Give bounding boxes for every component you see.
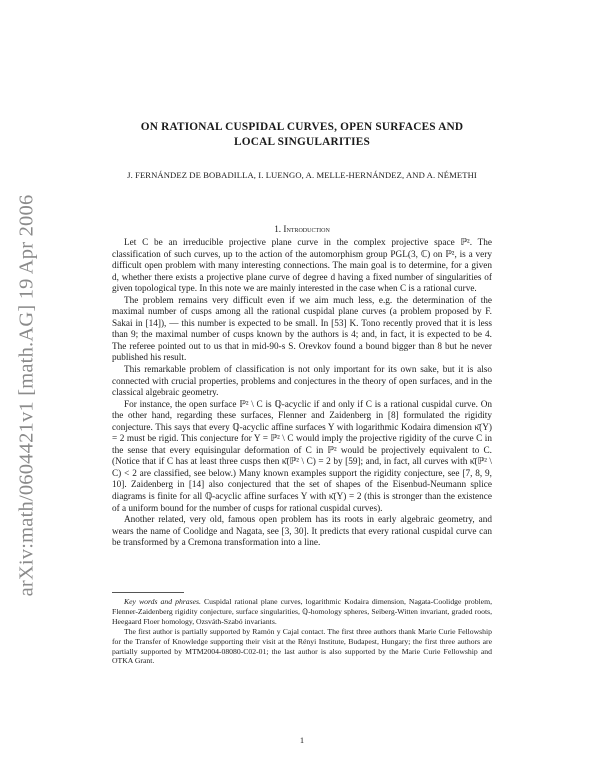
footnote-keywords (112, 597, 492, 627)
paragraph: The problem remains very difficult even if we aim much less, e.g. the determination of the maximal number of cusps among all the rational cuspidal plane curves (a problem proposed by F. Sakai in [14]), — this number is expected to be small. In [53] K. Tono recently proved that it is less than 9; the maximal number of cusps known by the authors is 4; and, in fact, it is expected to be 4. The referee pointed out to us that in mid-90-s S. Orevkov found a bound bigger than 8 but he never published his result. (112, 295, 492, 364)
page-number: 1 (299, 735, 305, 745)
footnote-divider (112, 592, 184, 593)
arxiv-identifier-stamp (10, 160, 44, 630)
footnote-keywords-text: Cuspidal rational plane curves, logarithmic Kodaira dimension, Nagata-Coolidge problem, Flenner-Zaidenberg rigidity conjecture, surface singularities, ℚ-homology spheres, Seiberg-Witten invariant, graded roots, Heegaard Floer homology, Ozsváth-Szabó invariants. (112, 597, 492, 626)
paper-title (112, 120, 492, 150)
paragraph: This remarkable problem of classification is not only important for its own sake, but it is also connected with crucial properties, problems and conjectures in the theory of open surfaces, and in the classical algebraic geometry. (112, 365, 492, 399)
title-line-1: ON RATIONAL CUSPIDAL CURVES, OPEN SURFACES AND (140, 121, 464, 133)
paragraph: Let C be an irreducible projective plane curve in the complex projective space ℙ². The classification of such curves, up to the action of the automorphism group PGL(3, ℂ) on ℙ², is a very difficult open problem with many interesting connections. The main goal is to determine, for a given d, whether there exists a projective plane curve of degree d having a fixed number of singularities of given topological type. In this note we are mainly interested in the case when C is a rational curve. (112, 238, 492, 295)
paragraph: Another related, very old, famous open problem has its roots in early algebraic geometry, and wears the name of Coolidge and Nagata, see [3, 30]. It predicts that every rational cuspidal curve can be transformed by a Cremona transformation into a line. (112, 515, 492, 549)
body-text (112, 238, 492, 550)
author-list: J. FERNÁNDEZ DE BOBADILLA, I. LUENGO, A. MELLE-HERNÁNDEZ, AND A. NÉMETHI (127, 170, 477, 180)
arxiv-identifier-text: arXiv:math/0604421v1 [math.AG] 19 Apr 2006 (15, 194, 38, 596)
paragraph: For instance, the open surface ℙ² \ C is ℚ-acyclic if and only if C is a rational cuspidal curve. On the other hand, regarding these surfaces, Flenner and Zaidenberg in [8] formulated the rigidity conjecture. This says that every ℚ-acyclic affine surfaces Y with logarithmic Kodaira dimension κ̄(Y) = 2 must be rigid. This conjecture for Y = ℙ² \ C would imply the projective rigidity of the curve C in the sense that every equisingular deformation of C in ℙ² would be projectively equivalent to C. (Notice that if C has at least three cusps then κ̄(ℙ² \ C) = 2 by [59]; and, in fact, all curves with κ̄(ℙ² \ C) < 2 are classified, see below.) Many known examples support the rigidity conjecture, see [7, 8, 9, 10]. Zaidenberg in [14] also conjectured that the set of shapes of the Eisenbud-Neumann splice diagrams is finite for all ℚ-acyclic affine surfaces Y with κ̄(Y) = 2 (this is stronger than the existence of a uniform bound for the number of cusps for rational cuspidal curves). (112, 399, 492, 514)
footnote-support: The first author is partially supported by Ramón y Cajal contact. The first three authors thank Marie Curie Fellowship for the Transfer of Knowledge supporting their visit at the Rényi Institute, Budapest, Hungary; the first three authors are partially supported by MTM2004-08080-C02-01; the last author is also supported by the Marie Curie Fellowship and OTKA Grant. (112, 626, 492, 666)
title-line-2: LOCAL SINGULARITIES (234, 136, 370, 148)
footnote-keywords-label: Key words and phrases. (124, 597, 201, 606)
section-heading: 1. Introduction (274, 224, 330, 234)
footnotes (112, 597, 492, 666)
